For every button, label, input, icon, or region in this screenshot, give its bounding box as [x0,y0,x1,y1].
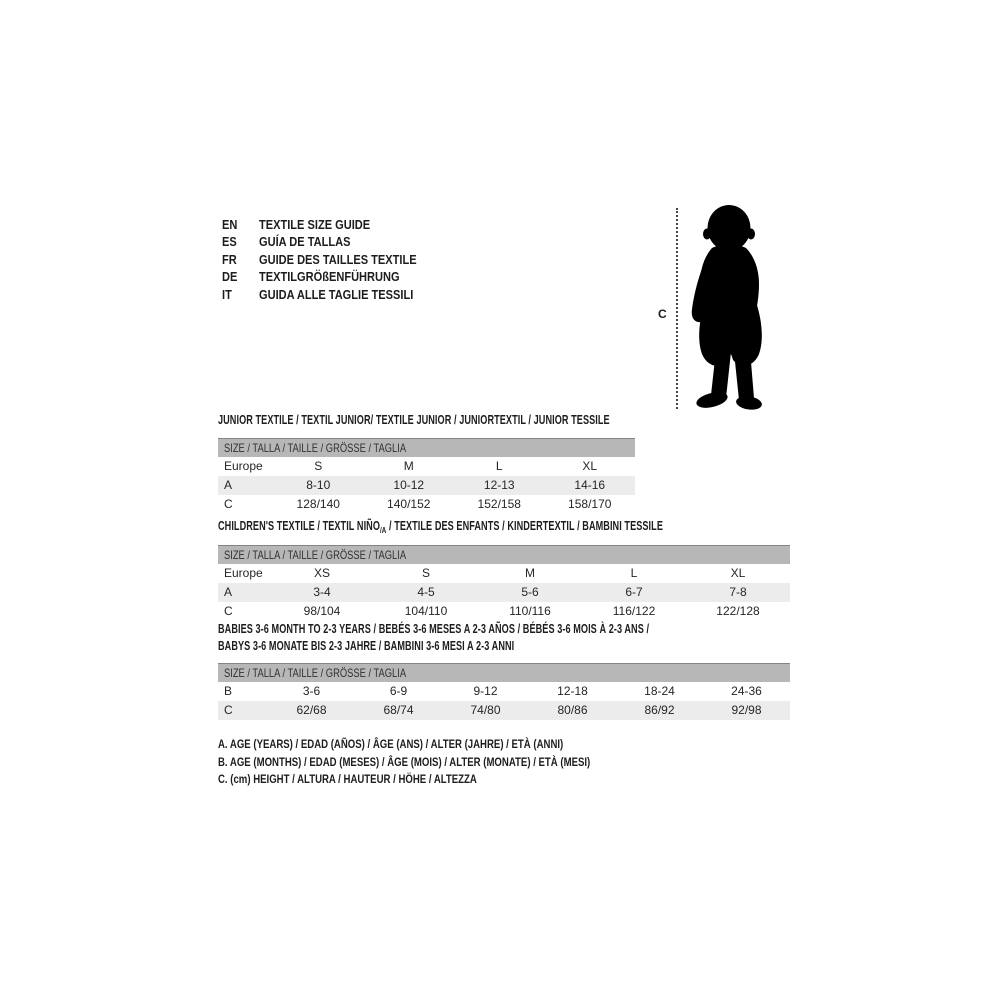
language-code: EN [222,217,238,232]
size-cell: 74/80 [470,703,501,717]
size-cell: S [314,459,323,473]
size-cell: 8-10 [306,478,331,492]
size-cell: 18-24 [644,684,675,698]
size-cell: 68/74 [383,703,414,717]
language-guide-title: TEXTILGRÖßENFÜHRUNG [259,269,400,285]
children-row-europe [218,564,790,583]
legend-line-height-cm: C. (cm) HEIGHT / ALTURA / HAUTEUR / HÖHE / ALTEZZA [218,772,477,787]
junior-row-a [218,476,635,495]
size-cell: 4-5 [417,585,435,599]
children-row-a [218,583,790,602]
size-cell: L [495,459,503,473]
size-cell: 6-9 [389,684,408,698]
language-guide-title: TEXTILE SIZE GUIDE [259,217,371,232]
junior-size-rows [218,457,635,514]
language-code: ES [222,234,237,250]
legend-line-age-years: A. AGE (YEARS) / EDAD (AÑOS) / ÂGE (ANS) / ALTER (JAHRE) / ETÀ (ANNI) [218,737,564,751]
size-cell: 9-12 [473,684,498,698]
size-cell: 140/152 [387,497,431,511]
size-cell: XL [582,459,598,473]
size-cell: XL [730,566,746,580]
size-cell: 86/92 [644,703,675,717]
childrens-size-rows [218,564,790,621]
size-header-bar: SIZE / TALLA / TAILLE / GRÖSSE / TAGLIA [218,663,790,682]
size-header-bar: SIZE / TALLA / TAILLE / GRÖSSE / TAGLIA [218,545,790,564]
language-code: DE [222,269,238,285]
row-label: C [224,703,233,717]
size-cell: 158/170 [568,497,612,511]
size-cell: 80/86 [557,703,588,717]
row-label: B [224,684,233,698]
size-cell: M [525,566,535,580]
language-guide-title: GUIDA ALLE TAGLIE TESSILI [259,286,414,302]
language-row-fr [222,251,444,268]
language-code: FR [222,251,237,267]
language-row-it [222,286,444,303]
size-cell: L [630,566,638,580]
size-cell: S [421,566,430,580]
babies-size-rows [218,682,790,720]
size-cell: XS [313,566,330,580]
junior-size-table [218,438,635,514]
size-cell: 62/68 [296,703,327,717]
size-cell: 10-12 [393,478,425,492]
size-cell: 12-18 [557,684,588,698]
junior-textile-title: JUNIOR TEXTILE / TEXTIL JUNIOR/ TEXTILE JUNIOR / JUNIORTEXTIL / JUNIOR TESSILE [218,413,610,427]
language-title-block [222,216,444,303]
size-cell: 6-7 [625,585,643,599]
toddler-silhouette-icon [684,202,776,412]
legend [218,736,683,789]
childrens-textile-title: CHILDREN'S TEXTILE / TEXTIL $NIÑO_{/A}$ / TEXTILE DES ENFANTS / KINDERTEXTIL / BAMBINI TESSILE [218,519,663,535]
language-row-es [222,233,444,250]
babies-row-c [218,701,790,720]
language-row-de [222,268,444,285]
size-cell: 92/98 [731,703,762,717]
babies-title-line-1: BABIES 3-6 MONTH TO 2-3 YEARS / BEBÉS 3-6 MESES A 2-3 AÑOS / BÉBÉS 3-6 MOIS À 2-3 ANS / [218,622,650,636]
language-guide-title: GUÍA DE TALLAS [259,234,351,250]
language-code: IT [222,286,232,302]
language-guide-title: GUIDE DES TAILLES TEXTILE [259,251,417,267]
row-label: C [224,604,233,618]
row-label: Europe [224,566,263,580]
row-label: A [224,478,233,492]
babies-row-b [218,682,790,701]
children-row-c [218,602,790,621]
size-cell: 7-8 [729,585,747,599]
size-header-bar: SIZE / TALLA / TAILLE / GRÖSSE / TAGLIA [218,438,635,457]
size-cell: M [403,459,414,473]
row-label: A [224,585,233,599]
row-label: C [224,497,233,511]
babies-textile-title [218,621,809,654]
size-cell: 116/122 [612,604,656,618]
size-cell: 152/158 [477,497,521,511]
babies-title-line-2: BABYS 3-6 MONATE BIS 2-3 JAHRE / BAMBINI 3-6 MESI A 2-3 ANNI [218,638,515,653]
size-cell: 122/128 [716,604,760,618]
childrens-size-table [218,545,790,621]
size-cell: 24-36 [731,684,762,698]
size-cell: 12-13 [483,478,515,492]
size-cell: 104/110 [404,604,448,618]
junior-row-c [218,495,635,514]
language-row-en [222,216,444,233]
junior-row-europe [218,457,635,476]
size-cell: 14-16 [574,478,606,492]
size-cell: 128/140 [296,497,340,511]
size-cell: 110/116 [509,604,551,618]
legend-line-age-months: B. AGE (MONTHS) / EDAD (MESES) / ÂGE (MOIS) / ALTER (MONATE) / ETÀ (MESI) [218,754,591,769]
row-label: Europe [224,459,263,473]
size-cell: 5-6 [521,585,539,599]
height-measure-line [676,208,678,409]
size-cell: 3-6 [302,684,321,698]
babies-size-table [218,663,790,720]
size-cell: 3-4 [313,585,331,599]
size-cell: 98/104 [303,604,341,618]
height-label: C [658,307,667,321]
